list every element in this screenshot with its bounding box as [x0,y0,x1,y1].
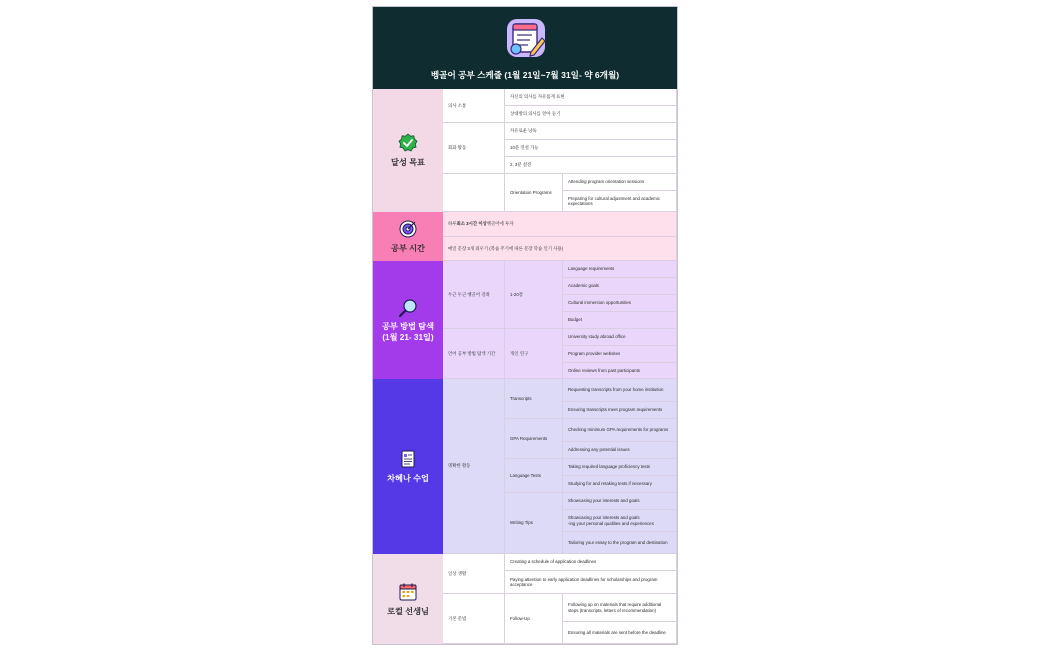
goal-conversation-cell: 회화 활동 [443,123,505,174]
schedule-sheet [372,6,678,645]
document-icon [398,449,418,469]
method-group-cell: 1-20강 [505,261,563,329]
method-group-cell: 언어 공부 방법 탐색 기간 [443,329,505,379]
section-goal-title: 달성 목표 [391,158,425,167]
class-item: Requesting transcripts from your home institution [563,379,677,402]
class-group-label: Transcripts [505,379,563,419]
method-group-cell: 두근 두근 벵골어 강좌 [443,261,505,329]
time-row-text: 하루 [448,221,457,227]
section-teacher [373,554,443,644]
method-item: Language requirements [563,261,677,278]
class-item: Taking required language proficiency tests [563,459,677,476]
planner-logo-icon [504,16,548,60]
class-item: Ensuring transcripts meet program requirements [563,402,677,419]
class-group-label: Writing Tips [505,493,563,554]
section-method [373,261,443,379]
method-item: University study abroad office [563,329,677,346]
method-item: Budget [563,312,677,329]
goal-communication-cell: 의사 소통 [443,89,505,123]
class-item: Studying for and retaking tests if necessary [563,476,677,493]
section-time [373,212,443,261]
method-item: Program provider websites [563,346,677,363]
method-item: Cultural immersion opportunities [563,295,677,312]
goal-row-cell: 자신의 의사를 자유롭게 표현 [505,89,677,106]
section-goal [373,89,443,212]
time-row-bold-text: 최소 3시간 이상 [456,221,487,227]
goal-row-cell: 2, 3분 설전 [505,157,677,174]
time-row-cell [443,212,677,237]
class-group-label: GPA Requirements [505,419,563,459]
teacher-group-cell: 일상 생활 [443,554,505,594]
teacher-item: Following up on materials that require additional steps (transcripts, letters of recommendation) [563,594,677,622]
class-activity-cell: 명확한 활동 [443,379,505,554]
header [373,7,677,89]
goal-row-cell: 10분 연설 가능 [505,140,677,157]
class-group-label: Language Tests [505,459,563,493]
teacher-followup-cell: Follow-Up [505,594,563,644]
section-class [373,379,443,554]
goal-orientation-item: Attending program orientation sessions [563,174,677,191]
method-item: Online reviews from past participants [563,363,677,379]
section-method-title-line: (1월 21- 31일) [382,332,434,342]
teacher-item: Paying attention to early application deadlines for scholarships and program acceptance [505,571,677,594]
section-method-title-line: 공부 방법 탐색 [381,321,434,331]
goal-empty-cell [443,174,505,212]
teacher-item: Ensuring all materials are sent before the deadline [563,622,677,644]
goal-row-cell: 자유로운 낭독 [505,123,677,140]
class-item: Showcasing your interests and goals -ing your personal qualities and experiences [563,510,677,532]
goal-orientation-cell: Orientation Programs [505,174,563,212]
goal-orientation-item: Preparing for cultural adjustment and academic expectations [563,191,677,212]
check-badge-icon [398,133,418,153]
class-item: Tailoring your essay to the program and destination [563,532,677,554]
time-row-cell: 매일 문장 3개 외우기 (복습 주기에 따른 문장 학습 인기 사용) [443,237,677,261]
page-title: 벵골어 공부 스케줄 (1월 21일~7월 31일- 약 6개월) [430,70,620,80]
method-item: Academic goals [563,278,677,295]
class-item: Addressing any potential issues [563,442,677,459]
section-method-title [382,321,434,343]
section-time-title: 공부 시간 [391,244,425,253]
magnifier-icon [398,298,418,318]
class-item: Checking minimum GPA requirements for programs [563,419,677,442]
section-teacher-title: 로컬 선생님 [387,606,429,616]
method-group-cell: 개인 연구 [505,329,563,379]
section-class-title: 차혜나 수업 [387,474,429,483]
teacher-item: Creating a schedule of application deadlines [505,554,677,571]
time-row-text: 벵골어에 투자 [486,221,514,227]
goal-row-cell: 상대방의 의사를 알아 듣기 [505,106,677,123]
teacher-group-cell: 기본 문법 [443,594,505,644]
target-icon [398,219,418,239]
class-item: Showcasing your interests and goals [563,493,677,510]
calendar-icon [398,582,418,602]
